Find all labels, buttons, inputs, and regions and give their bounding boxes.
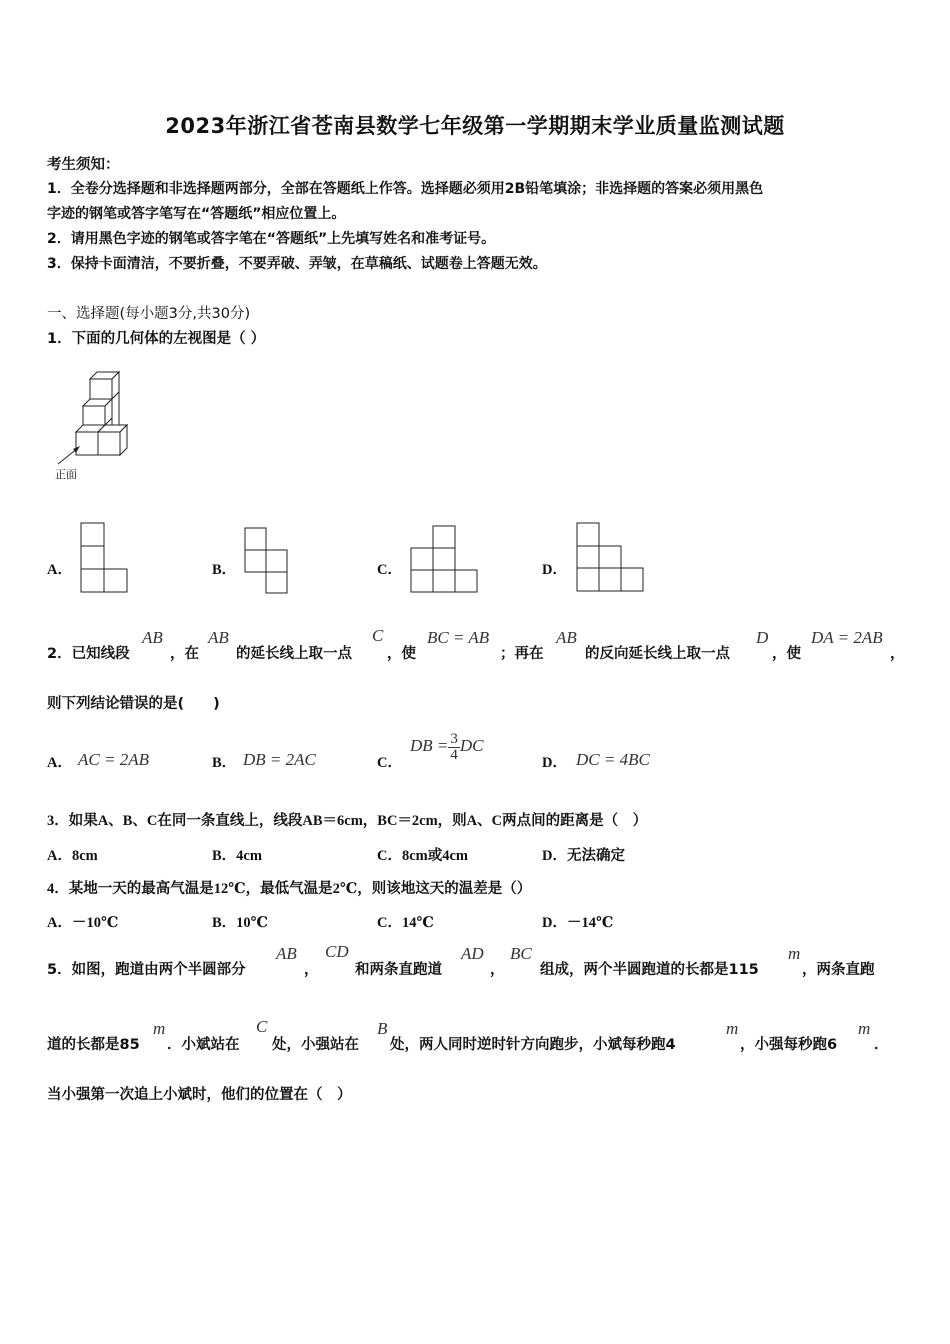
q5-line2-text-c: 处，小强站在 bbox=[272, 1037, 359, 1053]
q2-text-7: ，使 bbox=[772, 646, 801, 662]
q2-math-ab-2: AB bbox=[208, 628, 229, 647]
front-label: 正面 bbox=[55, 468, 77, 481]
q2-option-c-pre: DB = bbox=[410, 736, 449, 755]
page-title: 2023年浙江省苍南县数学七年级第一学期期末学业质量监测试题 bbox=[165, 114, 785, 138]
q5-line2-math-c: C bbox=[256, 1017, 268, 1036]
q2-text-6: 的反向延长线上取一点 bbox=[585, 646, 730, 662]
q5-math-bc: BC bbox=[510, 944, 532, 963]
q2-math-bc-eq-ab: BC = AB bbox=[427, 628, 490, 647]
q5-math-ad: AD bbox=[461, 944, 484, 963]
q5-math-cd: CD bbox=[325, 942, 349, 961]
q2-option-d-label[interactable]: D． bbox=[542, 755, 567, 771]
q1-option-a-figure[interactable] bbox=[80, 522, 130, 594]
notice-line-1b: 字迹的钢笔或答字笔写在“答题纸”相应位置上。 bbox=[47, 206, 346, 222]
q5-line2-text-a: 道的长都是85 bbox=[47, 1037, 140, 1053]
q5-math-m-1: m bbox=[788, 944, 801, 963]
q5-text-5: 组成，两个半圆跑道的长都是115 bbox=[540, 962, 759, 978]
q5-text-1: 5．如图，跑道由两个半圆部分 bbox=[47, 962, 246, 978]
q5-text-4: ， bbox=[490, 962, 505, 978]
q2-option-c-math[interactable] bbox=[410, 726, 484, 766]
q1-option-a-label[interactable]: A． bbox=[47, 562, 72, 578]
q4-option-c[interactable]: C．14℃ bbox=[377, 915, 434, 931]
notice-line-3: 3．保持卡面清洁，不要折叠，不要弄破、弄皱，在草稿纸、试题卷上答题无效。 bbox=[47, 256, 547, 272]
q2-math-ab-3: AB bbox=[556, 628, 577, 647]
q2-option-d-math[interactable]: DC = 4BC bbox=[576, 750, 650, 769]
q5-line2-text-f: ． bbox=[874, 1037, 889, 1053]
q5-math-ab: AB bbox=[276, 944, 297, 963]
q2-math-ab-1: AB bbox=[142, 628, 163, 647]
q2-text-8: ， bbox=[890, 646, 905, 662]
q2-option-c-post: DC bbox=[459, 736, 484, 755]
q5-text-3: 和两条直跑道 bbox=[355, 962, 442, 978]
q3-option-c[interactable]: C．8cm或4cm bbox=[377, 848, 469, 864]
q5-line2-math-m-2: m bbox=[726, 1019, 739, 1038]
q3-stem: 3．如果A、B、C在同一条直线上，线段AB＝6cm，BC＝2cm，则A、C两点间的距离是（ ） bbox=[47, 813, 648, 829]
q2-option-c-label[interactable]: C． bbox=[377, 755, 402, 771]
q2-math-da-eq-2ab: DA = 2AB bbox=[811, 628, 883, 647]
q1-stem: 1．下面的几何体的左视图是（ ） bbox=[47, 331, 266, 347]
q5-line2-math-b: B bbox=[377, 1019, 388, 1038]
q4-option-b[interactable]: B．10℃ bbox=[212, 915, 269, 931]
q1-option-b-figure[interactable] bbox=[244, 527, 290, 595]
q4-option-a[interactable]: A．－10℃ bbox=[47, 915, 119, 931]
q2-option-c-denominator: 4 bbox=[450, 746, 458, 763]
q3-option-d[interactable]: D．无法确定 bbox=[542, 848, 625, 864]
q2-math-d: D bbox=[756, 628, 769, 647]
notice-line-2: 2．请用黑色字迹的钢笔或答字笔在“答题纸”上先填写姓名和准考证号。 bbox=[47, 231, 496, 247]
q2-math-c: C bbox=[372, 626, 384, 645]
q5-line2-text-e: ，小强每秒跑6 bbox=[740, 1037, 838, 1053]
q4-option-d[interactable]: D．－14℃ bbox=[542, 915, 614, 931]
q5-line2-text-d: 处，两人同时逆时针方向跑步，小斌每秒跑4 bbox=[390, 1037, 676, 1053]
q2-text-1: 2．已知线段 bbox=[47, 646, 130, 662]
q1-option-b-label[interactable]: B． bbox=[212, 562, 237, 578]
q5-line2-math-m-3: m bbox=[858, 1019, 871, 1038]
q2-option-a-math[interactable]: AC = 2AB bbox=[78, 750, 149, 769]
q2-option-c-numerator: 3 bbox=[450, 730, 458, 747]
q1-option-c-label[interactable]: C． bbox=[377, 562, 402, 578]
q5-text-2: ， bbox=[304, 962, 319, 978]
q2-option-c-fraction bbox=[448, 732, 460, 763]
q2-text-5: ；再在 bbox=[500, 646, 544, 662]
q2-text-2: ，在 bbox=[170, 646, 199, 662]
q5-line2-text-b: ．小斌站在 bbox=[167, 1037, 240, 1053]
q2-text-3: 的延长线上取一点 bbox=[236, 646, 352, 662]
q1-option-c-figure[interactable] bbox=[410, 525, 480, 595]
q3-option-a[interactable]: A．8cm bbox=[47, 848, 98, 864]
q2-option-a-label[interactable]: A． bbox=[47, 755, 72, 771]
q5-line3-text: 当小强第一次追上小斌时，他们的位置在（ ） bbox=[47, 1087, 352, 1103]
q2-option-b-label[interactable]: B． bbox=[212, 755, 237, 771]
q2-text-4: ，使 bbox=[387, 646, 416, 662]
q5-line2-math-m-1: m bbox=[153, 1019, 166, 1038]
notice-heading: 考生须知： bbox=[47, 157, 120, 173]
q2-text-line-2: 则下列结论错误的是( ) bbox=[47, 696, 220, 712]
q4-stem: 4．某地一天的最高气温是12℃，最低气温是2℃，则该地这天的温差是（） bbox=[47, 881, 532, 897]
q3-option-b[interactable]: B．4cm bbox=[212, 848, 262, 864]
section-heading: 一、选择题(每小题3分,共30分) bbox=[47, 306, 251, 322]
q1-option-d-label[interactable]: D． bbox=[542, 562, 567, 578]
q2-option-b-math[interactable]: DB = 2AC bbox=[243, 750, 316, 769]
notice-line-1a: 1．全卷分选择题和非选择题两部分，全部在答题纸上作答。选择题必须用2B铅笔填涂；非选择题的答案必须用黑色 bbox=[47, 181, 764, 197]
q5-text-6: ，两条直跑 bbox=[802, 962, 875, 978]
q1-option-d-figure[interactable] bbox=[576, 522, 646, 594]
